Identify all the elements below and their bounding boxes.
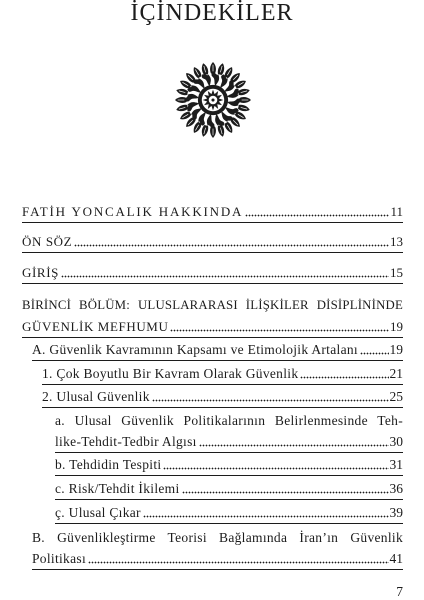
toc-subsection-entry xyxy=(55,410,403,453)
toc-entry-page-number: 13 xyxy=(390,234,403,249)
toc-chapter-entry xyxy=(22,231,403,253)
toc-entry-title: 2. Ulusal Güvenlik xyxy=(42,389,150,404)
toc-entry-title-line: B. Güvenlikleştirme Teorisi Bağlamında İran’ın Güvenlik xyxy=(32,530,403,545)
toc-entry-line xyxy=(22,316,403,337)
toc-entry-page-number: 19 xyxy=(389,342,403,357)
toc-entry-page-number: 15 xyxy=(390,265,403,280)
toc-entry-title: b. Tehdidin Tespiti xyxy=(55,457,162,472)
toc-chapter-entry xyxy=(22,262,403,284)
toc-subsection-entry xyxy=(32,339,403,361)
toc-entry-title: FATİH YONCALIK HAKKINDA xyxy=(22,204,244,219)
leader-dots xyxy=(199,431,389,452)
leader-dots xyxy=(61,262,389,283)
toc-entry-title-line: GÜVENLİK MEFHUMU xyxy=(22,319,169,334)
rosette-center-dot xyxy=(211,98,214,101)
toc-entry-line xyxy=(55,502,403,523)
leader-dots xyxy=(360,339,389,360)
toc-subsection-entry xyxy=(42,386,403,408)
leader-dots xyxy=(170,316,389,337)
toc-entry-line xyxy=(42,363,403,384)
toc-entry-title-line: Politikası xyxy=(32,551,87,566)
toc-subsection-entry xyxy=(42,363,403,385)
rosette-ornament-graphic xyxy=(174,61,252,139)
toc-entry-page-number: 41 xyxy=(389,551,403,566)
toc-entry-title: c. Risk/Tehdit İkilemi xyxy=(55,481,180,496)
leader-dots xyxy=(152,386,389,407)
toc-entry-title: ÖN SÖZ xyxy=(22,234,73,249)
toc-subsection-entry xyxy=(55,502,403,524)
toc-entry-page-number: 39 xyxy=(389,505,403,520)
toc-entry-page-number: 11 xyxy=(390,204,403,219)
leader-dots xyxy=(245,201,389,222)
leader-dots xyxy=(88,548,388,569)
toc-entry-line xyxy=(22,201,403,222)
toc-entry-title: GİRİŞ xyxy=(22,265,59,280)
toc-entry-page-number: 21 xyxy=(389,366,403,381)
leader-dots xyxy=(143,502,389,523)
toc-entry-title-line: BİRİNCİ BÖLÜM: ULUSLARARASI İLİŞKİLER DİSİPLİNİNDE xyxy=(22,298,403,312)
toc-entry-line xyxy=(55,454,403,475)
toc-entry-line xyxy=(55,431,403,452)
toc-entry-page-number: 19 xyxy=(390,319,403,334)
toc-entry-line xyxy=(32,339,403,360)
toc-chapter-entry xyxy=(22,201,403,223)
toc-entry-page-number: 30 xyxy=(389,434,403,449)
leader-dots xyxy=(182,478,389,499)
toc-entry-line xyxy=(32,548,403,569)
toc-entry-page-number: 25 xyxy=(389,389,403,404)
toc-entry-line xyxy=(42,386,403,407)
toc-entry-page-number: 36 xyxy=(389,481,403,496)
toc-entry-title: A. Güvenlik Kavramının Kapsamı ve Etimolojik Artalanı xyxy=(32,342,358,357)
toc-chapter-entry xyxy=(22,295,403,338)
leader-dots xyxy=(300,363,388,384)
leader-dots xyxy=(163,454,388,475)
rosette-group xyxy=(175,62,251,138)
toc-entry-page-number: 31 xyxy=(389,457,403,472)
toc-subsection-entry xyxy=(55,478,403,500)
rosette-ornament-icon xyxy=(174,61,252,139)
leader-dots xyxy=(74,231,389,252)
toc-entry-line xyxy=(55,478,403,499)
toc-subsection-entry xyxy=(32,527,403,570)
toc-entry-title: 1. Çok Boyutlu Bir Kavram Olarak Güvenlik xyxy=(42,366,299,381)
toc-entry-title-line: a. Ulusal Güvenlik Politikalarının Belirlenmesinde Teh- xyxy=(55,413,403,428)
toc-subsection-entry xyxy=(55,454,403,476)
toc-entry-title-line: like-Tehdit-Tedbir Algısı xyxy=(55,434,197,449)
toc-entry-line xyxy=(22,262,403,283)
toc-entry-line xyxy=(22,231,403,252)
toc-entry-title: ç. Ulusal Çıkar xyxy=(55,505,141,520)
page-number: 7 xyxy=(396,584,403,599)
page-title: İÇİNDEKİLER xyxy=(130,0,294,26)
